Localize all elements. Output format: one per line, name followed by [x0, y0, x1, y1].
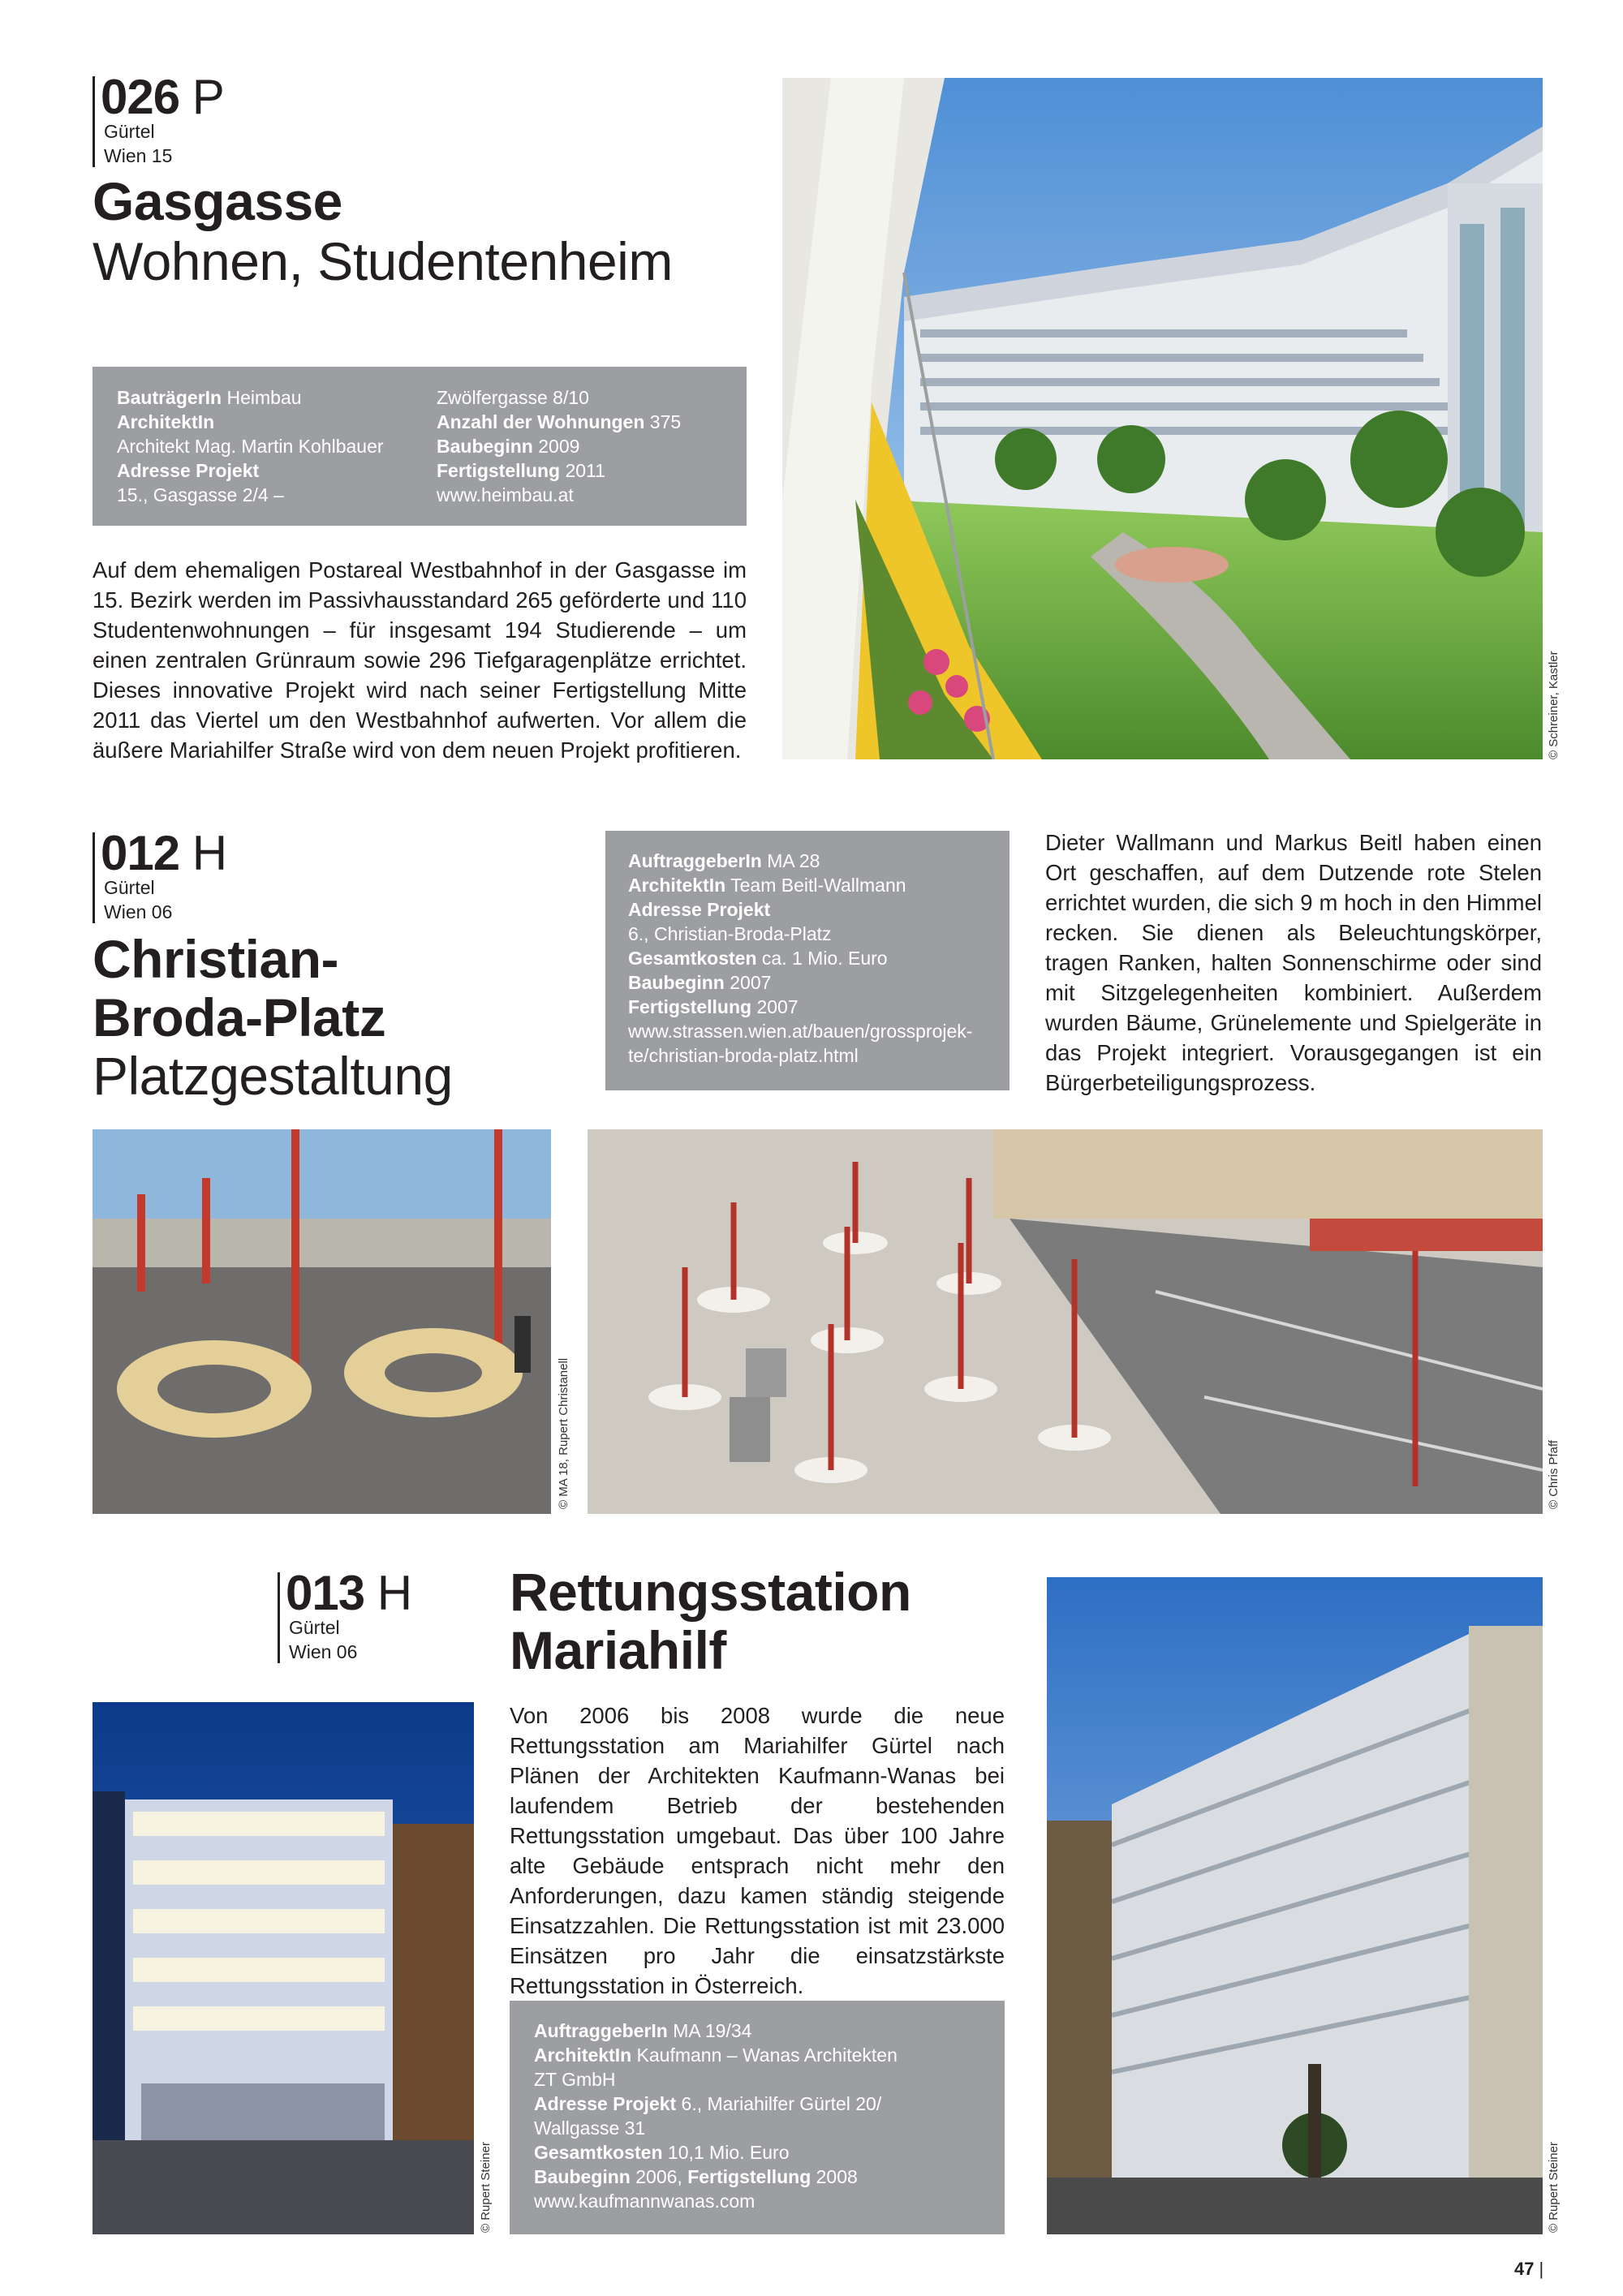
project-code: 026 P [101, 70, 224, 124]
info-line: Anzahl der Wohnungen 375 [437, 411, 682, 432]
info-line: Architekt Mag. Martin Kohlbauer [117, 436, 384, 457]
code-bar [278, 1572, 280, 1663]
info-line: www.strassen.wien.at/bauen/grossprojek- [628, 1021, 973, 1042]
project-title: Rettungsstation Mariahilf [510, 1562, 911, 1680]
project-description: Von 2006 bis 2008 wurde die neue Rettungsstation am Mariahilfer Gürtel nach Plänen der Architekten Kaufmann-Wanas bei laufendem Betrieb der bestehenden Rettungsstation umgebaut. Das über 100 Jahre alte Gebäude entsprach nicht mehr den Anforderungen, dazu kamen ständig steigende Einsatzzahlen. Die Rettungsstation ist mit 23.000 Einsätzen pro Jahr die einsatzstärkste Rettungsstation in Österreich. [510, 1703, 1005, 1998]
info-line: Fertigstellung 2011 [437, 460, 605, 481]
project-location: Gürtel Wien 15 [104, 121, 173, 166]
photo-credit: © Rupert Steiner [479, 2142, 493, 2233]
rettungsstation-night-photo [93, 1702, 474, 2234]
info-line: Gesamtkosten ca. 1 Mio. Euro [628, 948, 888, 969]
photo-credit: © Rupert Steiner [1547, 2142, 1561, 2233]
project-info-box [510, 2001, 1005, 2234]
info-line: Zwölfergasse 8/10 [437, 387, 589, 408]
project-location: Gürtel Wien 06 [104, 877, 173, 922]
info-line: www.kaufmannwanas.com [534, 2191, 756, 2212]
platz-aerial-photo [588, 1129, 1543, 1514]
project-info-box [605, 831, 1010, 1090]
project-description: Auf dem ehemaligen Postareal Westbahnhof in der Gasgasse im 15. Bezirk werden im Passivhausstandard 265 geförderte und 110 Studentenwohnungen – für insgesamt 194 Studierende – um einen zentralen Grünraum sowie 296 Tiefgaragenplätze errichtet. Dieses innovative Projekt wird nach seiner Fertigstellung Mitte 2011 das Viertel um den Westbahnhof aufwerten. Vor allem die äußere Mariahilfer Straße wird von dem neuen Projekt profitieren. [93, 557, 747, 763]
info-line: ZT GmbH [534, 2069, 616, 2090]
code-bar [93, 76, 95, 167]
info-line: te/christian-broda-platz.html [628, 1045, 859, 1066]
info-line: Fertigstellung 2007 [628, 996, 799, 1017]
info-line: ArchitektIn Kaufmann – Wanas Architekten [534, 2044, 898, 2066]
info-line: Baubeginn 2009 [437, 436, 580, 457]
info-line: 15., Gasgasse 2/4 – [117, 484, 284, 505]
code-bar [93, 832, 95, 923]
info-line: BauträgerIn Heimbau [117, 387, 302, 408]
project-code: 012 H [101, 826, 227, 880]
photo-credit: © MA 18, Rupert Christanell [557, 1357, 570, 1509]
info-line: Baubeginn 2006, Fertigstellung 2008 [534, 2166, 858, 2187]
project-subtitle: Wohnen, Studentenheim [93, 231, 673, 291]
info-line: Adresse Projekt [117, 460, 260, 481]
info-line: Wallgasse 31 [534, 2118, 646, 2139]
info-line: Gesamtkosten 10,1 Mio. Euro [534, 2142, 790, 2163]
photo-credit: © Chris Pfaff [1547, 1440, 1561, 1509]
info-line: Baubeginn 2007 [628, 972, 772, 993]
page-number: 47 | [1514, 2259, 1544, 2279]
project-info-box [93, 367, 747, 526]
info-line: Adresse Projekt [628, 899, 771, 920]
project-location: Gürtel Wien 06 [289, 1617, 358, 1662]
info-line: Adresse Projekt 6., Mariahilfer Gürtel 20/ [534, 2093, 882, 2114]
gasgasse-rendering-photo [782, 78, 1543, 759]
info-line: AuftraggeberIn MA 28 [628, 850, 820, 871]
project-description: Dieter Wallmann und Markus Beitl haben einen Ort geschaffen, auf dem Dutzende rote Stelen errichtet wurden, die sich 9 m hoch in den Himmel recken. Sie dienen als Beleuchtungskörper, tragen Ranken, halten Sonnenschirme oder sind mit Sitzgelegenheiten kombiniert. Außerdem wurden Bäume, Grünelemente und Spielgeräte in das Projekt integriert. Vorausgegangen ist ein Bürgerbeteiligungsprozess. [1045, 830, 1542, 1095]
project-title: Gasgasse [93, 171, 342, 231]
project-code: 013 H [286, 1566, 412, 1620]
info-line: www.heimbau.at [437, 484, 574, 505]
info-line: ArchitektIn [117, 411, 215, 432]
rettungsstation-day-photo [1047, 1577, 1543, 2234]
info-line: AuftraggeberIn MA 19/34 [534, 2020, 752, 2041]
photo-credit: © Schreiner, Kastler [1547, 651, 1561, 759]
info-line: ArchitektIn Team Beitl-Wallmann [628, 875, 906, 896]
info-line: 6., Christian-Broda-Platz [628, 923, 832, 944]
project-title: Christian- Broda-Platz Platzgestaltung [93, 929, 453, 1106]
platz-benches-photo [93, 1129, 551, 1514]
